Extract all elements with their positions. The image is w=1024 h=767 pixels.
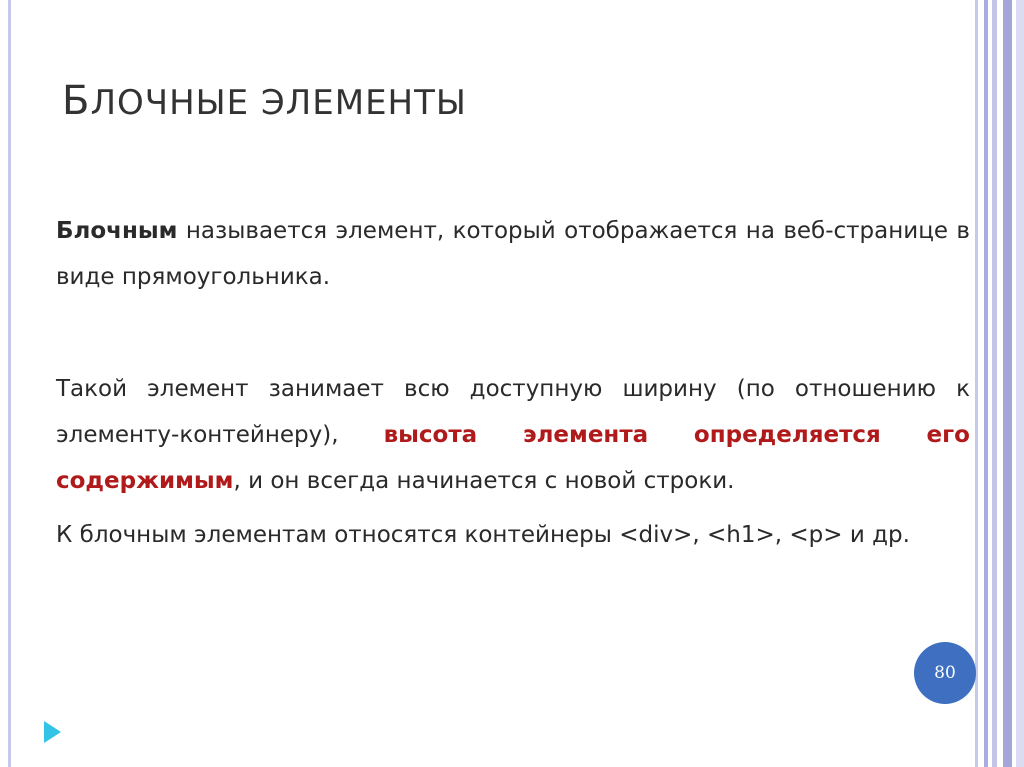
slide-title (62, 78, 467, 124)
play-arrow-icon[interactable] (44, 721, 61, 743)
properties-text-end: , и он всегда начинается с новой строки. (233, 468, 735, 494)
right-frame-stripe (984, 0, 988, 767)
highlight-text: высота элемента определяется его содержимым (56, 422, 970, 494)
page-number: 80 (934, 663, 956, 683)
right-frame-stripe (992, 0, 997, 767)
paragraph-definition (56, 208, 970, 300)
title-initial: Б (62, 78, 91, 124)
definition-text: называется элемент, который отображается на веб-странице в виде прямоугольника. (56, 218, 970, 290)
right-frame-stripe (975, 0, 978, 767)
paragraph-examples: К блочным элементам относятся контейнеры <div>, <h1>, <p> и др. (56, 522, 910, 548)
page-number-badge (914, 642, 976, 704)
right-frame-stripe (1003, 0, 1012, 767)
title-rest: ЛОЧНЫЕ ЭЛЕМЕНТЫ (90, 83, 467, 123)
term-block: Блочным (56, 218, 178, 244)
right-frame-stripe (1016, 0, 1024, 767)
paragraph-properties (56, 366, 970, 504)
properties-text-start: Такой элемент занимает всю доступную ширину (по отношению к элементу-контейнеру), (56, 376, 970, 448)
left-frame-stripe (8, 0, 11, 767)
